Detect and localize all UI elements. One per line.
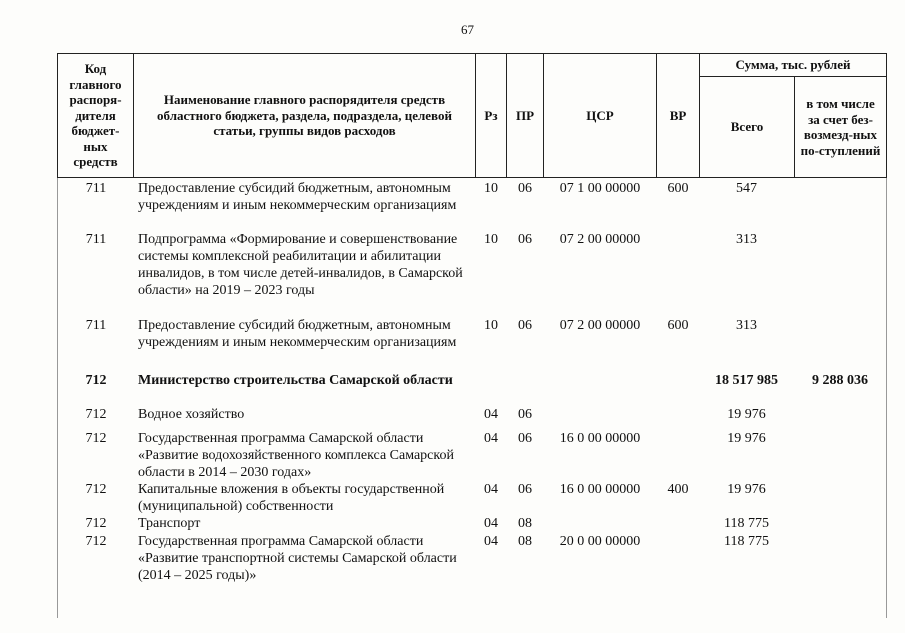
header-code: [57, 53, 134, 178]
row-6-vr: 400: [667, 482, 689, 497]
row-7-total: 118 775: [724, 516, 769, 531]
row-3-code: 712: [85, 373, 107, 388]
row-6-pr: 06: [518, 482, 532, 497]
row-4-name: Водное хозяйство: [138, 407, 245, 422]
row-5-name: Государственная программа Самарской области «Развитие водохозяйственного комплекса Самарской области в 2014 – 2030 годах»: [138, 431, 454, 480]
header-name: [133, 53, 476, 178]
row-8-code: 712: [85, 534, 107, 549]
row-2-name: Предоставление субсидий бюджетным, автономным учреждениям и иным некоммерческим организациям: [138, 318, 457, 350]
row-8-csr: 20 0 00 00000: [559, 534, 641, 549]
row-2-rz: 10: [484, 318, 498, 333]
row-3-name: Министерство строительства Самарской области: [138, 373, 453, 388]
header-sum-group-label: Сумма, тыс. рублей: [735, 57, 851, 73]
row-7-code: 712: [85, 516, 107, 531]
row-5-pr: 06: [518, 431, 532, 446]
column-rule: [57, 178, 58, 618]
header-csr: [543, 53, 657, 178]
row-4-code: 712: [85, 407, 107, 422]
row-5-code: 712: [85, 431, 107, 446]
row-3-free: 9 288 036: [812, 373, 868, 388]
header-csr-label: ЦСР: [586, 107, 614, 123]
row-6-total: 19 976: [727, 482, 766, 497]
row-1-pr: 06: [518, 232, 532, 247]
header-vr: [656, 53, 700, 178]
row-4-rz: 04: [484, 407, 498, 422]
row-4-pr: 06: [518, 407, 532, 422]
row-8-rz: 04: [484, 534, 498, 549]
row-7-pr: 08: [518, 516, 532, 531]
row-0-code: 711: [85, 181, 107, 196]
header-pr-label: ПР: [515, 107, 535, 123]
row-1-rz: 10: [484, 232, 498, 247]
row-0-rz: 10: [484, 181, 498, 196]
row-2-csr: 07 2 00 00000: [559, 318, 641, 333]
row-6-csr: 16 0 00 00000: [559, 482, 641, 497]
row-2-total: 313: [736, 318, 757, 333]
row-8-pr: 08: [518, 534, 532, 549]
header-vr-label: ВР: [669, 107, 687, 123]
header-name-label: Наименование главного распорядителя средств областного бюджета, раздела, подраздела, целевой статьи, группы видов расходов: [157, 92, 452, 139]
row-7-name: Транспорт: [138, 516, 201, 531]
row-6-code: 712: [85, 482, 107, 497]
row-5-rz: 04: [484, 431, 498, 446]
row-6-name: Капитальные вложения в объекты государственной (муниципальной) собственности: [138, 482, 445, 514]
row-0-pr: 06: [518, 181, 532, 196]
row-6-rz: 04: [484, 482, 498, 497]
header-free-label: в том числе за счет без-возмезд-ных по-ступлений: [800, 96, 881, 158]
header-free: [794, 76, 887, 178]
header-total-label: Всего: [730, 119, 764, 135]
row-7-rz: 04: [484, 516, 498, 531]
row-8-total: 118 775: [724, 534, 769, 549]
row-1-name: Подпрограмма «Формирование и совершенствование системы комплексной реабилитации и абилитации инвалидов, в том числе детей-инвалидов, в Самарской области» на 2019 – 2023 годы: [138, 232, 463, 298]
column-rule: [886, 178, 887, 618]
row-3-total: 18 517 985: [715, 373, 778, 388]
row-0-name: Предоставление субсидий бюджетным, автономным учреждениям и иным некоммерческим организациям: [138, 181, 457, 213]
row-2-vr: 600: [667, 318, 689, 333]
row-1-csr: 07 2 00 00000: [559, 232, 641, 247]
page-number: 67: [461, 22, 474, 37]
row-4-total: 19 976: [727, 407, 766, 422]
header-sum-group: [699, 53, 887, 77]
row-1-total: 313: [736, 232, 757, 247]
row-5-total: 19 976: [727, 431, 766, 446]
row-1-code: 711: [85, 232, 107, 247]
row-0-csr: 07 1 00 00000: [559, 181, 641, 196]
header-rz: [475, 53, 507, 178]
row-2-pr: 06: [518, 318, 532, 333]
row-2-code: 711: [85, 318, 107, 333]
row-0-vr: 600: [667, 181, 689, 196]
row-5-csr: 16 0 00 00000: [559, 431, 641, 446]
header-total: [699, 76, 795, 178]
header-pr: [506, 53, 544, 178]
row-0-total: 547: [736, 181, 757, 196]
row-8-name: Государственная программа Самарской области «Развитие транспортной системы Самарской области (2014 – 2025 годы)»: [138, 534, 457, 583]
header-rz-label: Рз: [484, 107, 498, 123]
header-code-label: Код главного распоря-дителя бюджет-ных средств: [69, 61, 122, 170]
